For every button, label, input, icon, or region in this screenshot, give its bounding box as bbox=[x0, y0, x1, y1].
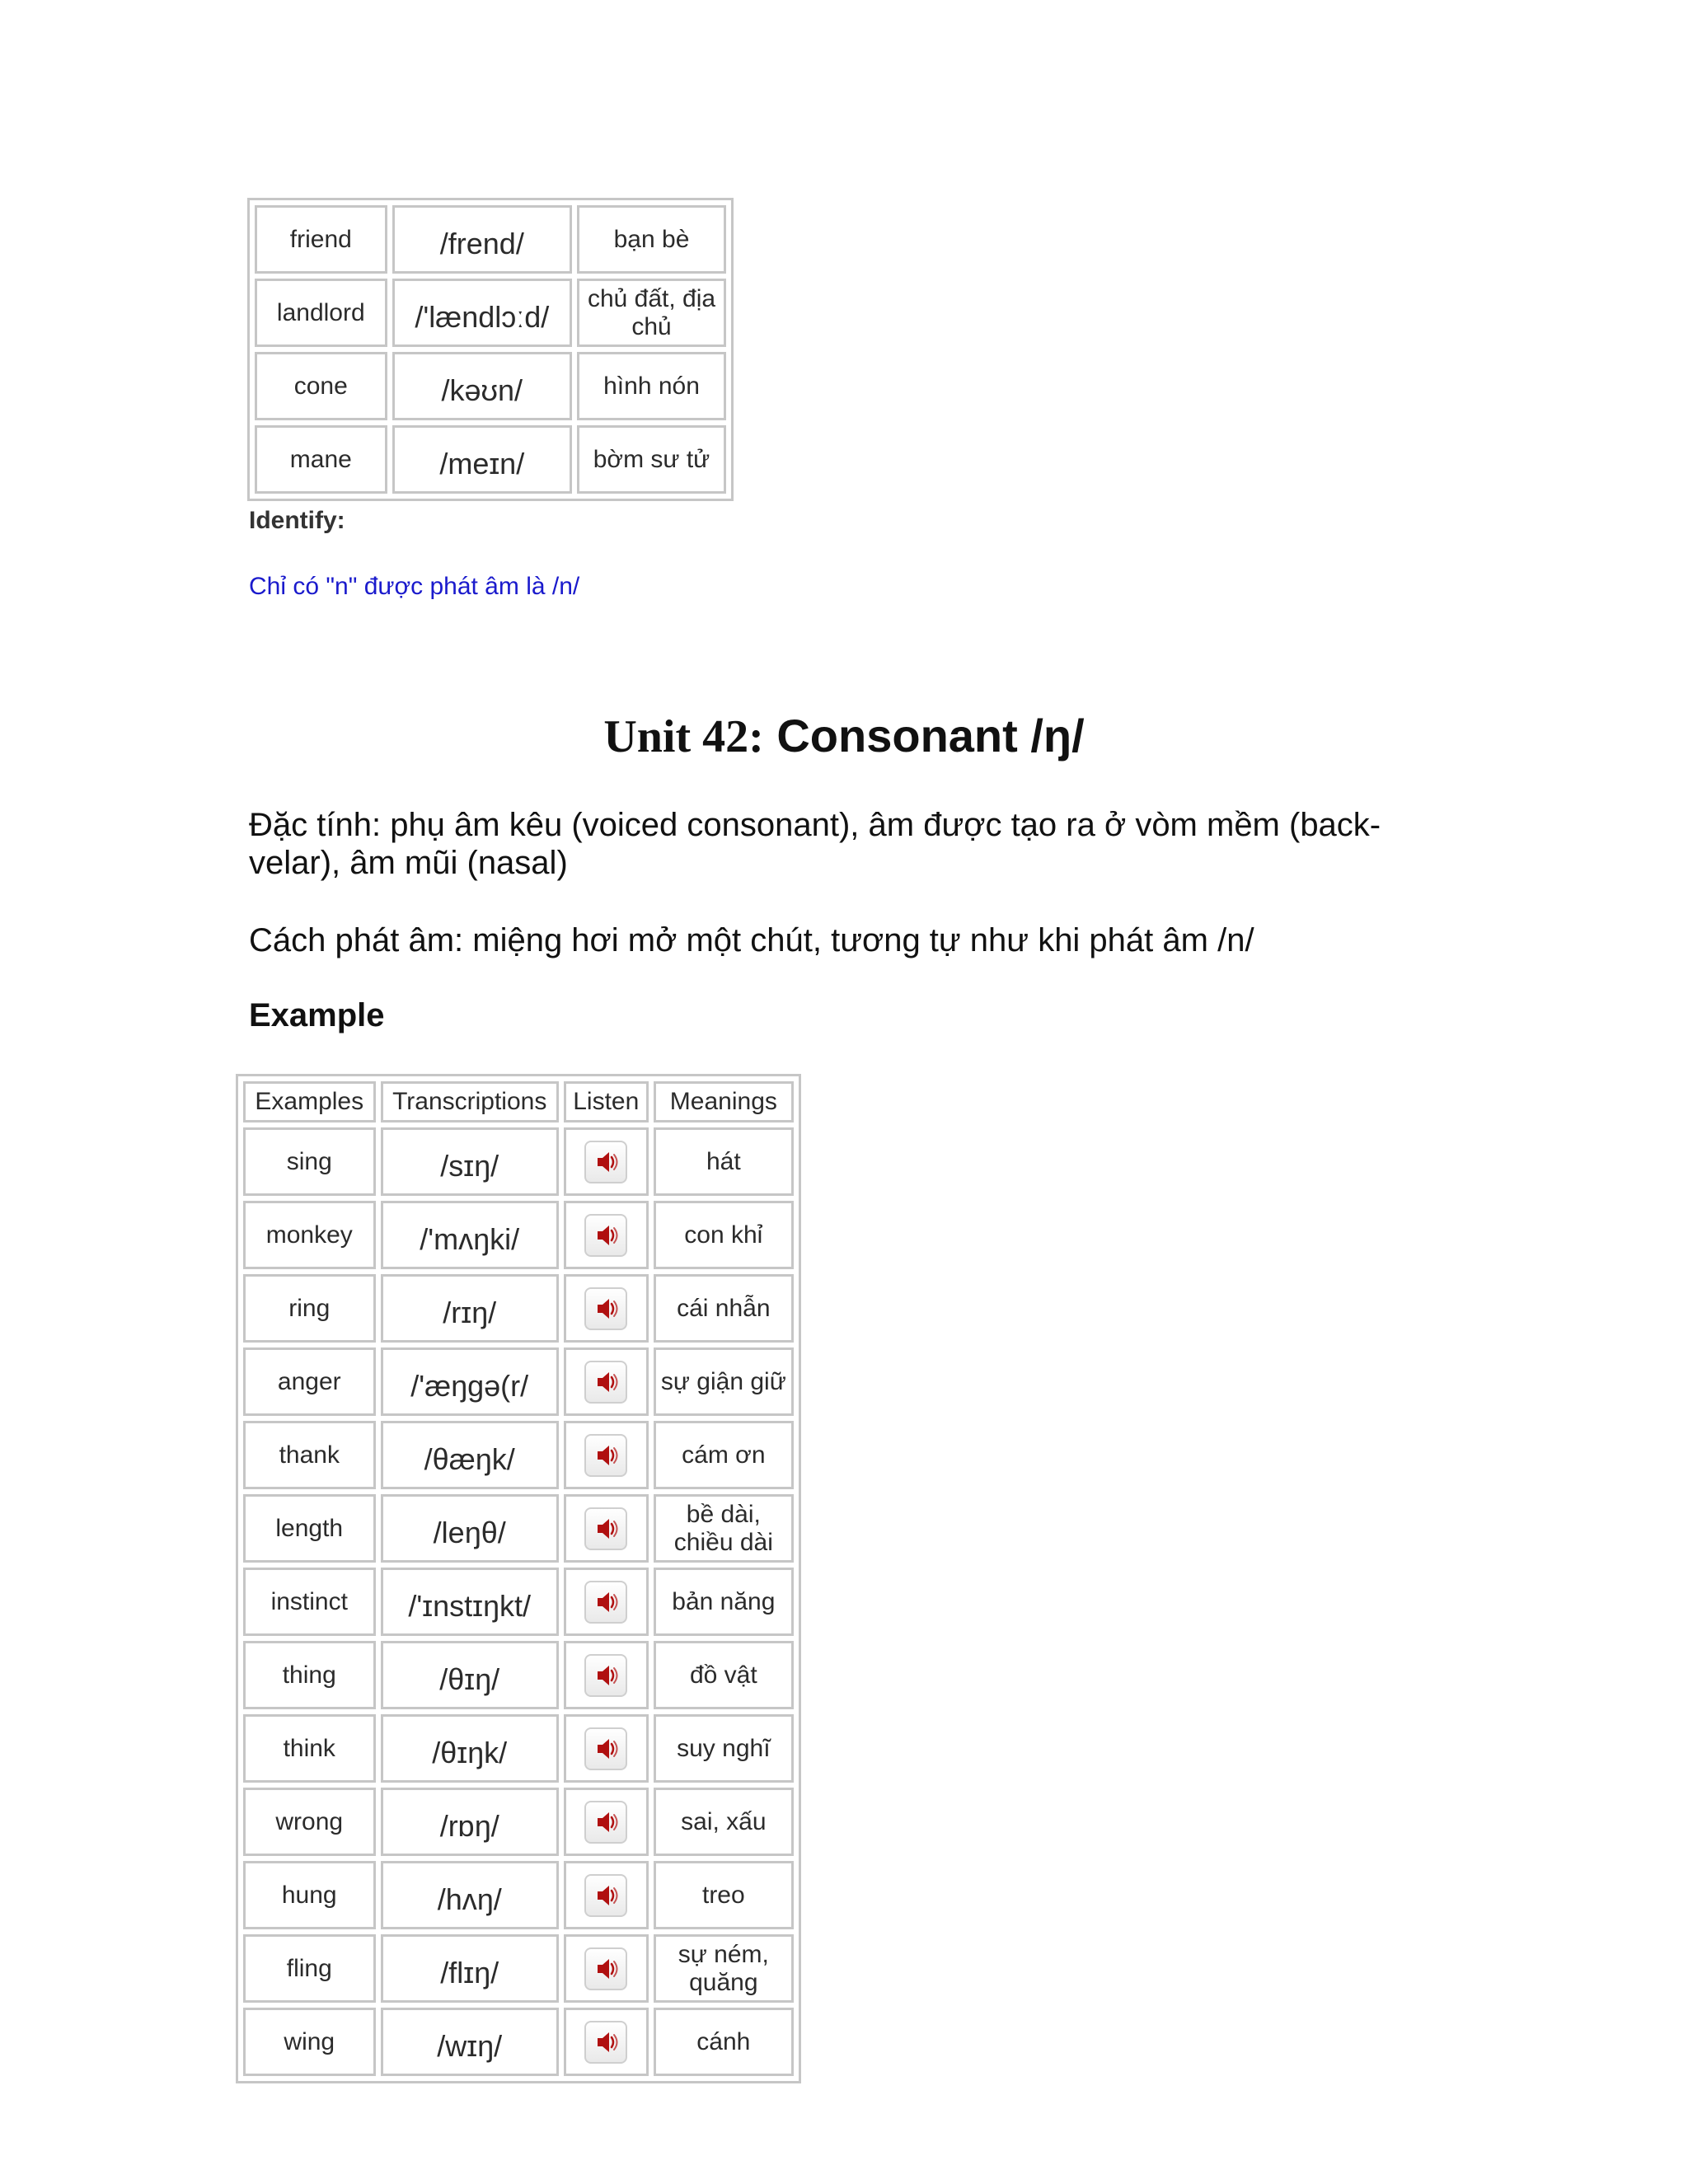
speaker-icon bbox=[586, 1949, 626, 1989]
meaning-cell: sự ném, quăng bbox=[654, 1934, 794, 2003]
play-audio-button[interactable] bbox=[584, 1654, 627, 1697]
play-audio-button[interactable] bbox=[584, 1361, 627, 1404]
table-row bbox=[243, 1274, 794, 1343]
listen-cell bbox=[564, 1788, 649, 1856]
table-row bbox=[243, 2008, 794, 2076]
transcription-cell: /θɪŋk/ bbox=[381, 1714, 559, 1783]
table-row bbox=[243, 1201, 794, 1269]
listen-cell bbox=[564, 1274, 649, 1343]
word-cell: sing bbox=[243, 1127, 376, 1196]
transcription-cell: /'ɪnstɪŋkt/ bbox=[381, 1568, 559, 1636]
howto-paragraph: Cách phát âm: miệng hơi mở một chút, tương tự như khi phát âm /n/ bbox=[249, 922, 1254, 958]
transcription-cell: /flɪŋ/ bbox=[381, 1934, 559, 2003]
word-cell: thank bbox=[243, 1421, 376, 1489]
meaning-cell: bạn bè bbox=[577, 205, 726, 274]
example-table-body bbox=[243, 1127, 794, 2076]
table-row bbox=[255, 352, 726, 420]
meaning-cell: đồ vật bbox=[654, 1641, 794, 1709]
transcription-cell: /meɪn/ bbox=[392, 425, 572, 494]
transcription-cell: /rɒŋ/ bbox=[381, 1788, 559, 1856]
speaker-icon bbox=[586, 1876, 626, 1915]
meaning-cell: cái nhẫn bbox=[654, 1274, 794, 1343]
meaning-cell: cám ơn bbox=[654, 1421, 794, 1489]
transcription-cell: /'mʌŋki/ bbox=[381, 1201, 559, 1269]
meaning-cell: con khỉ bbox=[654, 1201, 794, 1269]
speaker-icon bbox=[586, 1802, 626, 1842]
table-row bbox=[255, 279, 726, 347]
traits-paragraph: Đặc tính: phụ âm kêu (voiced consonant), âm được tạo ra ở vòm mềm (back-velar), âm mũi (nasal) bbox=[249, 807, 1381, 881]
table-row bbox=[243, 1641, 794, 1709]
word-cell: monkey bbox=[243, 1201, 376, 1269]
word-cell: anger bbox=[243, 1347, 376, 1416]
speaker-icon bbox=[586, 1216, 626, 1255]
meaning-cell: sai, xấu bbox=[654, 1788, 794, 1856]
transcription-cell: /frend/ bbox=[392, 205, 572, 274]
meaning-cell: bờm sư tử bbox=[577, 425, 726, 494]
listen-cell bbox=[564, 1347, 649, 1416]
play-audio-button[interactable] bbox=[584, 1287, 627, 1330]
transcription-cell: /wɪŋ/ bbox=[381, 2008, 559, 2076]
speaker-icon bbox=[586, 1436, 626, 1475]
top-vocab-table bbox=[247, 198, 734, 501]
word-cell: wrong bbox=[243, 1788, 376, 1856]
speaker-icon bbox=[586, 2022, 626, 2062]
transcription-cell: /'æŋgə(r/ bbox=[381, 1347, 559, 1416]
transcription-cell: /'lændlɔːd/ bbox=[392, 279, 572, 347]
word-cell: wing bbox=[243, 2008, 376, 2076]
listen-cell bbox=[564, 1934, 649, 2003]
table-row bbox=[243, 1494, 794, 1563]
unit-title bbox=[0, 709, 1688, 763]
speaker-icon bbox=[586, 1582, 626, 1622]
meaning-cell: sự giận giữ bbox=[654, 1347, 794, 1416]
word-cell: cone bbox=[255, 352, 387, 420]
transcription-cell: /θæŋk/ bbox=[381, 1421, 559, 1489]
header-meanings: Meanings bbox=[654, 1081, 794, 1122]
play-audio-button[interactable] bbox=[584, 1947, 627, 1990]
word-cell: thing bbox=[243, 1641, 376, 1709]
meaning-cell: hình nón bbox=[577, 352, 726, 420]
table-row bbox=[255, 205, 726, 274]
transcription-cell: /hʌŋ/ bbox=[381, 1861, 559, 1929]
table-row bbox=[243, 1421, 794, 1489]
speaker-icon bbox=[586, 1289, 626, 1329]
header-examples: Examples bbox=[243, 1081, 376, 1122]
listen-cell bbox=[564, 1201, 649, 1269]
play-audio-button[interactable] bbox=[584, 1141, 627, 1183]
table-row bbox=[255, 425, 726, 494]
meaning-cell: bề dài, chiều dài bbox=[654, 1494, 794, 1563]
word-cell: landlord bbox=[255, 279, 387, 347]
word-cell: friend bbox=[255, 205, 387, 274]
speaker-icon bbox=[586, 1656, 626, 1695]
example-table bbox=[236, 1074, 801, 2083]
play-audio-button[interactable] bbox=[584, 1507, 627, 1550]
meaning-cell: treo bbox=[654, 1861, 794, 1929]
unit-separator: : bbox=[748, 711, 764, 762]
speaker-icon bbox=[586, 1729, 626, 1769]
meaning-cell: hát bbox=[654, 1127, 794, 1196]
listen-cell bbox=[564, 1127, 649, 1196]
word-cell: mane bbox=[255, 425, 387, 494]
meaning-cell: chủ đất, địa chủ bbox=[577, 279, 726, 347]
word-cell: instinct bbox=[243, 1568, 376, 1636]
example-table-head bbox=[243, 1081, 794, 1122]
meaning-cell: bản năng bbox=[654, 1568, 794, 1636]
unit-name: Consonant /ŋ/ bbox=[776, 710, 1085, 762]
transcription-cell: /rɪŋ/ bbox=[381, 1274, 559, 1343]
play-audio-button[interactable] bbox=[584, 1434, 627, 1477]
table-row bbox=[243, 1714, 794, 1783]
table-row bbox=[243, 1861, 794, 1929]
transcription-cell: /leŋθ/ bbox=[381, 1494, 559, 1563]
listen-cell bbox=[564, 2008, 649, 2076]
example-heading: Example bbox=[249, 997, 385, 1033]
header-row bbox=[243, 1081, 794, 1122]
listen-cell bbox=[564, 1568, 649, 1636]
play-audio-button[interactable] bbox=[584, 1214, 627, 1257]
header-transcriptions: Transcriptions bbox=[381, 1081, 559, 1122]
speaker-icon bbox=[586, 1142, 626, 1182]
play-audio-button[interactable] bbox=[584, 1727, 627, 1770]
header-listen: Listen bbox=[564, 1081, 649, 1122]
meaning-cell: suy nghĩ bbox=[654, 1714, 794, 1783]
table-row bbox=[243, 1347, 794, 1416]
play-audio-button[interactable] bbox=[584, 1581, 627, 1624]
listen-cell bbox=[564, 1861, 649, 1929]
word-cell: ring bbox=[243, 1274, 376, 1343]
table-row bbox=[243, 1127, 794, 1196]
play-audio-button[interactable] bbox=[584, 1874, 627, 1917]
word-cell: hung bbox=[243, 1861, 376, 1929]
listen-cell bbox=[564, 1714, 649, 1783]
transcription-cell: /kəʊn/ bbox=[392, 352, 572, 420]
play-audio-button[interactable] bbox=[584, 2021, 627, 2064]
listen-cell bbox=[564, 1494, 649, 1563]
identify-label: Identify: bbox=[249, 507, 345, 534]
transcription-cell: /θɪŋ/ bbox=[381, 1641, 559, 1709]
table-row bbox=[243, 1788, 794, 1856]
word-cell: think bbox=[243, 1714, 376, 1783]
meaning-cell: cánh bbox=[654, 2008, 794, 2076]
transcription-cell: /sɪŋ/ bbox=[381, 1127, 559, 1196]
table-row bbox=[243, 1934, 794, 2003]
word-cell: length bbox=[243, 1494, 376, 1563]
listen-cell bbox=[564, 1641, 649, 1709]
identify-note: Chỉ có "n" được phát âm là /n/ bbox=[249, 573, 580, 600]
listen-cell bbox=[564, 1421, 649, 1489]
table-row bbox=[243, 1568, 794, 1636]
speaker-icon bbox=[586, 1509, 626, 1549]
word-cell: fling bbox=[243, 1934, 376, 2003]
speaker-icon bbox=[586, 1362, 626, 1402]
unit-number: Unit 42 bbox=[603, 711, 749, 762]
play-audio-button[interactable] bbox=[584, 1801, 627, 1844]
top-vocab-body bbox=[255, 205, 726, 494]
